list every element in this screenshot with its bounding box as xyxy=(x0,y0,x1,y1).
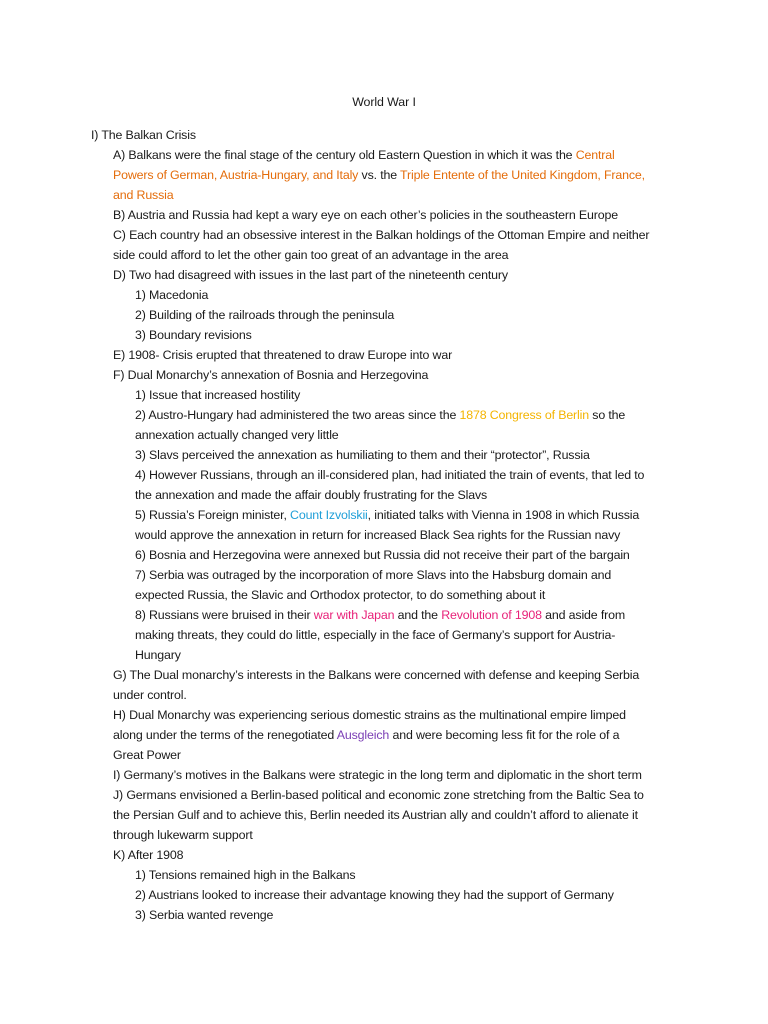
section-heading: I) The Balkan Crisis xyxy=(91,128,196,142)
outline-item-g-cont: under control. xyxy=(113,688,187,702)
text-run: along under the terms of the renegotiated xyxy=(113,728,337,742)
document-title: World War I xyxy=(352,95,416,109)
sub-item-cont: expected Russia, the Slavic and Orthodox protector, to do something about it xyxy=(135,588,546,602)
outline-item-f: F) Dual Monarchy’s annexation of Bosnia and Herzegovina xyxy=(113,368,429,382)
text-run: A) Balkans were the final stage of the century old Eastern Question in which it was the xyxy=(113,148,576,162)
outline-item-h-cont: Great Power xyxy=(113,748,181,762)
outline-item-j-cont: the Persian Gulf and to achieve this, Berlin needed its Austrian ally and couldn’t afford to alienate it xyxy=(113,808,638,822)
text-run: and the xyxy=(394,608,442,622)
outline-item-c: C) Each country had an obsessive interest in the Balkan holdings of the Ottoman Empire and neither xyxy=(113,228,650,242)
sub-item: 3) Boundary revisions xyxy=(135,328,252,342)
highlight-congress-of-berlin: 1878 Congress of Berlin xyxy=(459,408,589,422)
text-run: vs. the xyxy=(358,168,401,182)
highlight-count-izvolskii: Count Izvolskii xyxy=(290,508,368,522)
sub-item: 2) Austrians looked to increase their advantage knowing they had the support of Germany xyxy=(135,888,614,902)
sub-item: 3) Serbia wanted revenge xyxy=(135,908,274,922)
sub-item xyxy=(135,505,639,525)
outline-item-i: I) Germany’s motives in the Balkans were strategic in the long term and diplomatic in the short term xyxy=(113,768,642,782)
sub-item: 7) Serbia was outraged by the incorporation of more Slavs into the Habsburg domain and xyxy=(135,568,612,582)
outline-item-c-cont: side could afford to let the other gain too great of an advantage in the area xyxy=(113,248,509,262)
text-run: and were becoming less fit for the role of a xyxy=(389,728,620,742)
sub-item: 1) Macedonia xyxy=(135,288,209,302)
sub-item-cont: making threats, they could do little, especially in the face of Germany’s support for Austria- xyxy=(135,628,616,642)
outline-item-a xyxy=(113,145,615,165)
sub-item: 1) Issue that increased hostility xyxy=(135,388,301,402)
sub-item-cont: the annexation and made the affair doubly frustrating for the Slavs xyxy=(135,488,488,502)
text-run: 8) Russians were bruised in their xyxy=(135,608,314,622)
sub-item-cont: would approve the annexation in return for increased Black Sea rights for the Russian navy xyxy=(135,528,621,542)
outline-item-b: B) Austria and Russia had kept a wary eye on each other’s policies in the southeastern Europe xyxy=(113,208,618,222)
outline-item-h-cont xyxy=(113,725,619,745)
outline-item-d: D) Two had disagreed with issues in the last part of the nineteenth century xyxy=(113,268,508,282)
text-run: 5) Russia’s Foreign minister, xyxy=(135,508,291,522)
sub-item: 1) Tensions remained high in the Balkans xyxy=(135,868,356,882)
highlight-revolution-1908: Revolution of 1908 xyxy=(441,608,542,622)
sub-item: 3) Slavs perceived the annexation as humiliating to them and their “protector”, Russia xyxy=(135,448,590,462)
outline-item-j-cont: through lukewarm support xyxy=(113,828,253,842)
text-run: , initiated talks with Vienna in 1908 in which Russia xyxy=(367,508,640,522)
text-run: and aside from xyxy=(541,608,626,622)
sub-item: 4) However Russians, through an ill-considered plan, had initiated the train of events, that led to xyxy=(135,468,645,482)
sub-item xyxy=(135,405,625,425)
text-run: 2) Austro-Hungary had administered the two areas since the xyxy=(135,408,460,422)
sub-item: 2) Building of the railroads through the peninsula xyxy=(135,308,395,322)
outline-item-a-cont xyxy=(113,165,645,185)
sub-item xyxy=(135,605,625,625)
outline-item-j: J) Germans envisioned a Berlin-based political and economic zone stretching from the Baltic Sea to xyxy=(113,788,644,802)
highlight-triple-entente: Triple Entente of the United Kingdom, France, xyxy=(400,168,645,182)
highlight-ausgleich: Ausgleich xyxy=(336,728,390,742)
highlight-central: Central xyxy=(575,148,615,162)
highlight-war-with-japan: war with Japan xyxy=(313,608,395,622)
outline-item-k: K) After 1908 xyxy=(113,848,184,862)
sub-item-cont: annexation actually changed very little xyxy=(135,428,339,442)
outline-item-e: E) 1908- Crisis erupted that threatened to draw Europe into war xyxy=(113,348,453,362)
sub-item-cont: Hungary xyxy=(135,648,181,662)
highlight-and-russia: and Russia xyxy=(113,188,174,202)
text-run: so the xyxy=(588,408,626,422)
outline-item-a-cont xyxy=(113,185,174,205)
sub-item: 6) Bosnia and Herzegovina were annexed but Russia did not receive their part of the bargain xyxy=(135,548,630,562)
highlight-central-powers: Powers of German, Austria-Hungary, and Italy xyxy=(113,168,359,182)
outline-item-g: G) The Dual monarchy’s interests in the Balkans were concerned with defense and keeping Serbia xyxy=(113,668,640,682)
outline-item-h: H) Dual Monarchy was experiencing serious domestic strains as the multinational empire limped xyxy=(113,708,626,722)
